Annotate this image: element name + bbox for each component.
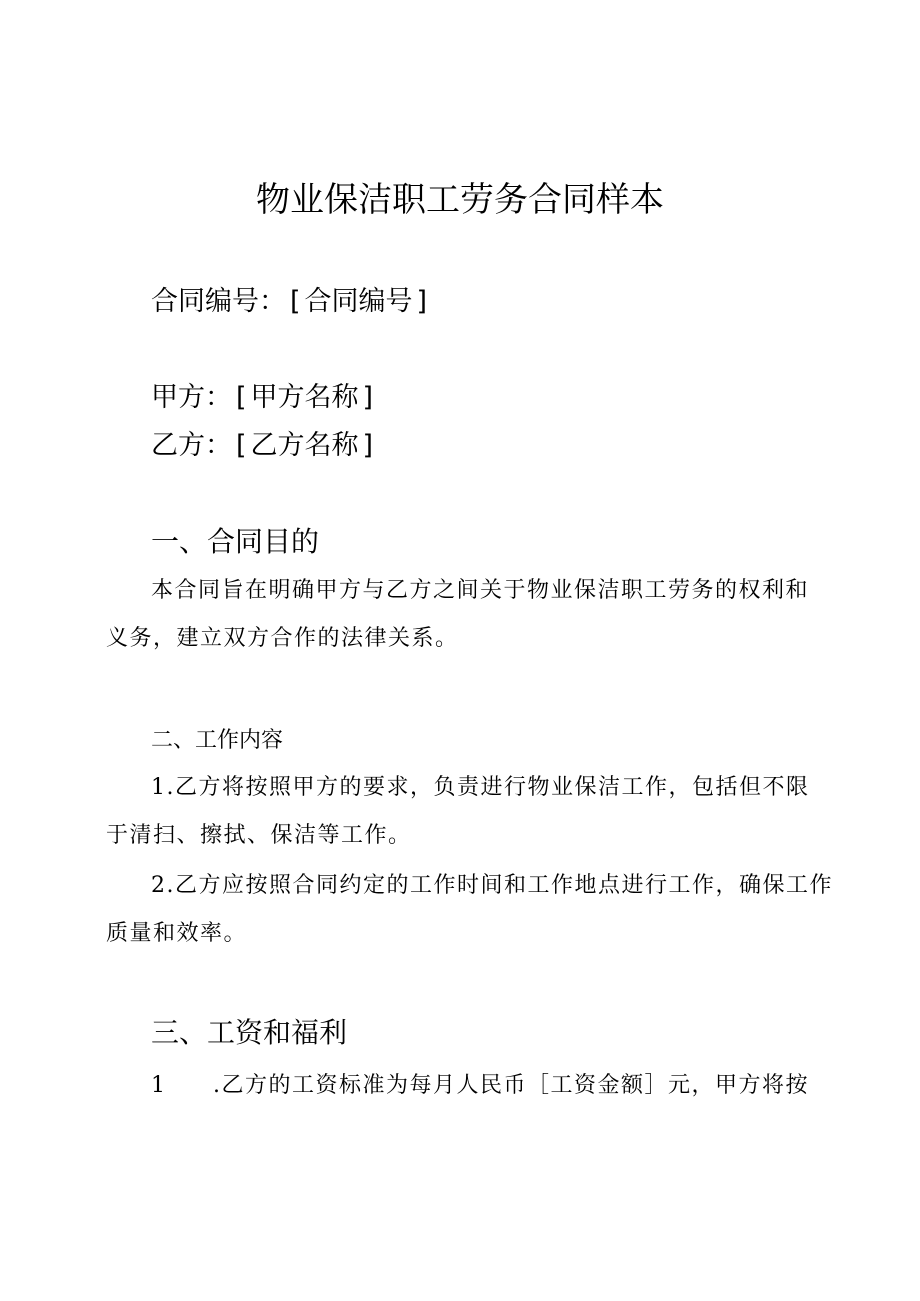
- bracket-close: ]: [362, 430, 374, 461]
- item-number: 1: [151, 1073, 167, 1098]
- contract-number-value: 合同编号: [304, 286, 413, 317]
- paragraph-line: 于清扫、擦拭、保洁等工作。: [106, 823, 412, 848]
- contract-number-label: 合同编号：: [151, 286, 286, 317]
- paragraph-line: 2.乙方应按照合同约定的工作时间和工作地点进行工作，确保工作: [151, 873, 833, 898]
- bracket-open: [: [290, 286, 301, 317]
- party-a-line: [151, 378, 377, 418]
- party-b-line: [151, 426, 377, 466]
- party-b-label: 乙方：: [151, 430, 232, 461]
- party-a-value: 甲方名称: [250, 382, 359, 413]
- item-text: .乙方的工资标准为每月人民币［工资金额］元，甲方将按: [213, 1073, 809, 1098]
- document-title: 物业保洁职工劳务合同样本: [256, 180, 664, 220]
- party-b-value: 乙方名称: [250, 430, 359, 461]
- section-2-item-1: [106, 764, 818, 860]
- section-1-heading: 一、合同目的: [151, 525, 320, 558]
- section-1-paragraph: [106, 567, 818, 663]
- paragraph-line: 义务，建立双方合作的法律关系。: [106, 626, 459, 651]
- party-a-label: 甲方：: [151, 382, 232, 413]
- paragraph-line: 1.乙方将按照甲方的要求，负责进行物业保洁工作，包括但不限: [151, 775, 810, 800]
- bracket-close: ]: [362, 382, 374, 413]
- section-2-item-2: [106, 862, 833, 958]
- paragraph-line: 本合同旨在明确甲方与乙方之间关于物业保洁职工劳务的权利和: [151, 578, 810, 603]
- section-3-heading: 三、工资和福利: [151, 1016, 348, 1049]
- section-3-item-1: [151, 1062, 821, 1110]
- section-2-heading: 二、工作内容: [151, 728, 284, 753]
- paragraph-line: 质量和效率。: [106, 921, 248, 946]
- contract-number-line: [151, 282, 431, 322]
- bracket-open: [: [236, 430, 247, 461]
- bracket-open: [: [236, 382, 247, 413]
- bracket-close: ]: [416, 286, 428, 317]
